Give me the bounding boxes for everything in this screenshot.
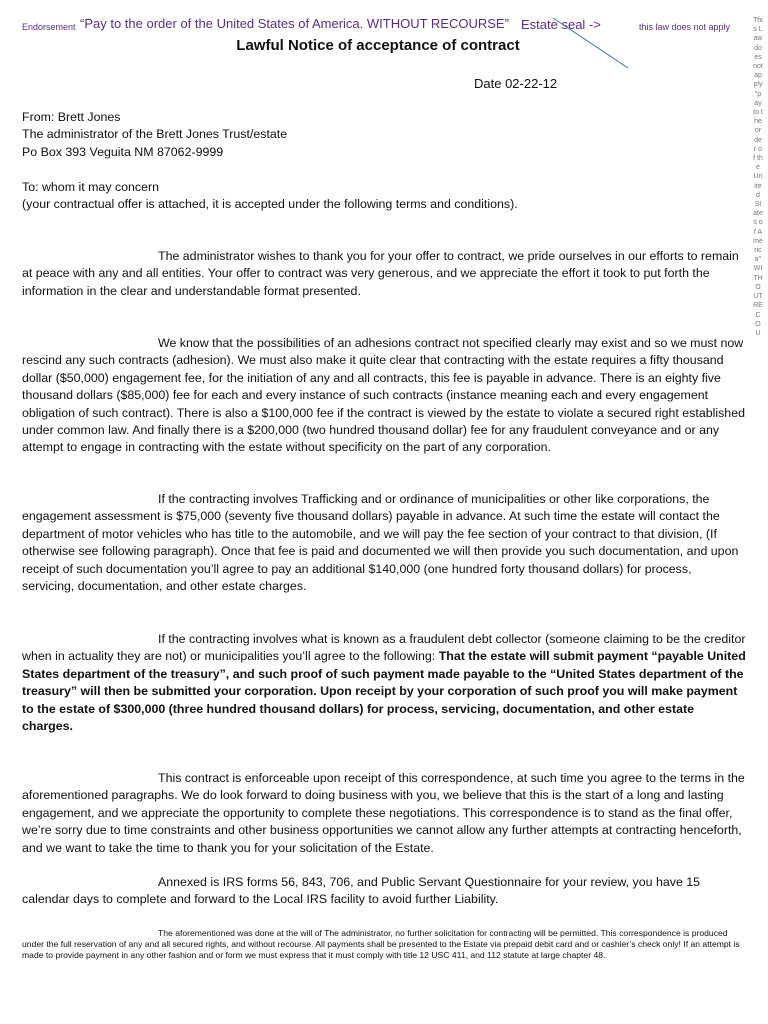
law-note: this law does not apply (639, 22, 731, 32)
paragraph-thanks-text: The administrator wishes to thank you for your offer to contract, we pride ourselves in our efforts to remain at peace with any and all entities. Your offer to contract was very generous, and we appreciate the effort it took to put forth the information in the clear and understandable format presented. (22, 249, 739, 298)
paragraph-enforceable (22, 770, 747, 857)
paragraph-thanks (22, 248, 747, 300)
endorsement-label: Endorsement (22, 22, 76, 32)
paragraph-fees-text: We know that the possibilities of an adhesions contract not specified clearly may exist and so we must now rescind any such contracts (adhesion). We must also make it quite clear that contracting with the estate requires a fifty thousand dollar ($50,000) engagement fee, for the initiation of any and all contracts, this fee is payable in advance. There is an eighty five thousand dollars ($85,000) fee for each and every instance of such contracts (instance meaning each and every engagement obligation of such contract). There is also a $100,000 fee if the contract is viewed by the estate to violate a secured right established under common law. And finally there is a $200,000 (two hundred thousand dollar) fee for any fraudulent conveyance and or any attempt to engage in contracting with the estate without specificity on the part of any corporation. (22, 336, 745, 455)
footnote (22, 928, 747, 962)
paragraph-debt-collector-bold: That the estate will submit payment “payable United States department of the treasury”, and such proof of such payment made payable to the “United States department of the treasury” will then be submitted your corporation. Upon receipt by your corporation of such proof you will make payment to the estate of $300,000 (three hundred thousand dollars) for process, servicing, documentation, and other estate charges. (22, 649, 746, 734)
to-line-recipient: To: whom it may concern (22, 180, 160, 194)
paragraph-debt-collector (22, 631, 747, 735)
to-line-note: (your contractual offer is attached, it is accepted under the following terms and conditions). (22, 197, 518, 212)
paragraph-annexed (22, 874, 747, 909)
endorsement-text: “Pay to the order of the United States of America. WITHOUT RECOURSE” (80, 16, 509, 31)
paragraph-annexed-text: Annexed is IRS forms 56, 843, 706, and Public Servant Questionnaire for your review, you have 15 calendar days to complete and forward to the Local IRS facility to avoid further Liability. (22, 875, 701, 907)
estate-seal-text: Estate seal -> (521, 17, 601, 32)
document-date: Date 02-22-12 (474, 76, 558, 91)
to-block (22, 179, 747, 214)
document-title: Lawful Notice of acceptance of contract (236, 37, 520, 54)
from-line-name: From: Brett Jones (22, 110, 121, 124)
paragraph-trafficking (22, 491, 747, 595)
footnote-text: The aforementioned was done at the will of The administrator, no further solicitation for contracting will be permitted. This correspondence is produced under the full reservation of any and all secured rights, and without recourse. All payments shall be presented to the Estate via prepaid debit card and or cashier’s check only! If an attempt is made to provide payment in any other fashion and or form we must express that it must comply with title 12 USC 411, and 112 statute at large chapter 48. (22, 928, 740, 961)
paragraph-trafficking-text: If the contracting involves Trafficking and or ordinance of municipalities or other like corporations, the engagement assessment is $75,000 (seventy five thousand dollars) payable in advance. At such time the estate will contact the department of motor vehicles who has title to the automobile, and we will pay the fee section of your contract to that division, (If otherwise see following paragraph). Once that fee is paid and documented we will then provide you such documentation, and upon receipt of such documentation you’ll agree to pay an additional $140,000 (one hundred forty thousand dollars) for process, servicing, documentation, and other estate charges. (22, 492, 739, 594)
paragraph-enforceable-text: This contract is enforceable upon receipt of this correspondence, at such time you agree to the terms in the aforementioned paragraphs. We do look forward to doing business with you, we believe that this is the start of a long and lasting engagement, and we appreciate the opportunity to complete these negotiations. This correspondence is to stand as the final offer, we’re sorry due to time constraints and other business opportunities we cannot allow any further attempts at contracting henceforth, and we want to take the time to thank you for your solicitation of the Estate. (22, 771, 745, 855)
paragraph-fees (22, 335, 747, 457)
vertical-margin-note: This Law does not apply "pay to the order of the United States of America" WITHOUT RECOU (753, 17, 765, 337)
paragraph-debt-collector-intro: If the contracting involves what is known as a fraudulent debt collector (someone claiming to be the creditor when in actuality they are not) or municipalities you’ll agree to the following: (22, 632, 746, 664)
from-line-address: Po Box 393 Veguita NM 87062-9999 (22, 144, 224, 159)
from-line-role: The administrator of the Brett Jones Trust/estate (22, 127, 288, 142)
from-block (22, 109, 747, 161)
